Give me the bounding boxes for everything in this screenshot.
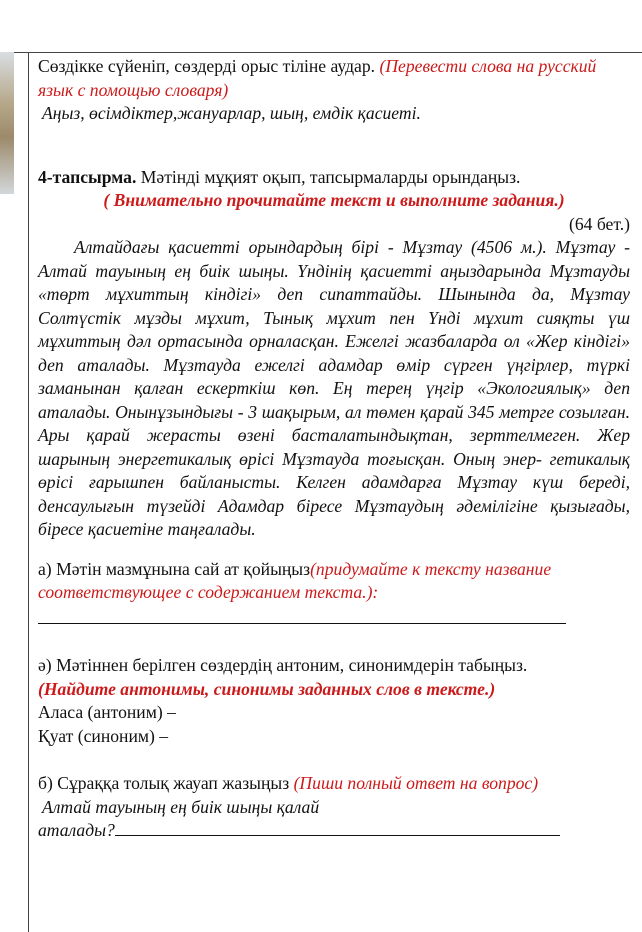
task4-label: 4-тапсырма.	[38, 166, 137, 187]
task4-russian: ( Внимательно прочитайте текст и выполните задания.)	[103, 190, 565, 210]
vocabulary-words: Аңыз, өсімдіктер,жануарлар, шың, емдік қасиеті.	[42, 103, 421, 123]
reading-passage: Алтайдағы қасиетті орындардың бірі - Мұзтау (4506 м.). Мұзтау - Алтай тауының ең биік шыңы. Үндінің қасиетті аңыздарында Мұзтауды «төрт мұхиттың кіндігі» деп сипаттайды. Шынында да, Мұзтау Солтүстік мұзды мұхит, Тынық мұхит пен Үнді мұхит сияқты үш мұхиттың дәл ортасында орналасқан. Ежелгі жазбаларда ол «Жер кіндігі» деп аталады. Мұзтауда ежелгі адамдар өмір сүрген үңгірлер, түркі заманынан қалған ескерткіш көп. Ең терең үңгір «Экологиялық» деп аталады. Онынұзындығы - 3 шақырым, ал төмен қарай 345 метрге созылған. Ары қарай жерасты өзені басталатындықтан, зерттелмеген. Жер шарының энергетикалық өрісі Мұзтауда тоғысқан. Оның энер- гетикалық өрісі ғарышпен байланысты. Келген адамдарға Мұзтау күш береді, денсаулығын түзейді Адамдар біресе Мұзтаудың әдемілігіне қызығады, біресе қасиетіне таңғалады.	[38, 237, 630, 539]
question-a	[38, 558, 630, 605]
question-b-line2-row	[38, 819, 630, 843]
question-b-russian: (Пиши полный ответ на вопрос)	[293, 773, 539, 793]
instruction-russian: (Перевести слова на русский язык с помощью словаря)	[38, 56, 597, 100]
question-b	[38, 772, 630, 796]
synonym-item: Қуат (синоним) –	[38, 725, 169, 746]
worksheet-content	[38, 55, 630, 843]
translation-instruction	[38, 55, 630, 102]
table-column-border	[28, 52, 29, 932]
question-b-line1: Алтай тауының ең биік шыңы қалай	[42, 796, 320, 817]
question-b-kazakh: б) Сұраққа толық жауап жазыңыз	[38, 773, 290, 793]
question-a-russian: (придумайте к тексту название соответствующее с содержанием текста.):	[38, 558, 552, 602]
instruction-kazakh: Сөздікке сүйеніп, сөздерді орыс тіліне аудар.	[38, 56, 376, 76]
table-top-border	[0, 52, 642, 53]
question-ae-russian: (Найдите антонимы, синонимы заданных слов в тексте.)	[38, 678, 496, 699]
antonym-item: Аласа (антоним) –	[38, 702, 176, 722]
answer-line-b[interactable]	[115, 819, 560, 836]
page-reference: (64 бет.)	[568, 213, 630, 234]
question-b-line2: аталады?	[38, 820, 115, 840]
cropped-photo-edge	[0, 52, 14, 194]
answer-line-a[interactable]	[38, 605, 566, 624]
question-a-kazakh: а) Мәтін мазмұнына сай ат қойыңыз	[38, 558, 311, 579]
question-ae-kazakh: ә) Мәтіннен берілген сөздердің антоним, синонимдерін табыңыз.	[38, 655, 528, 675]
task4-instruction: Мәтінді мұқият оқып, тапсырмаларды орындаңыз.	[140, 166, 521, 187]
task4-heading	[38, 166, 630, 190]
